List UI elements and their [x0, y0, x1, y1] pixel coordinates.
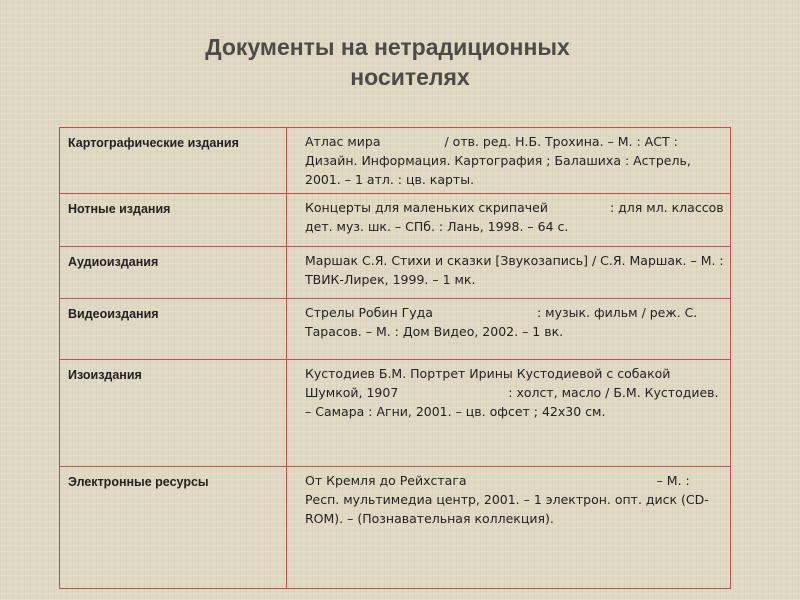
row-text-a: Концерты для маленьких скрипачей: [305, 200, 548, 215]
row-description: [287, 128, 731, 194]
slide-title: [0, 32, 800, 92]
row-label: Картографические издания: [60, 128, 287, 194]
row-text-b: – М. : Респ. мультимедиа центр, 2001. – 1 электрон. опт. диск (CD-ROM). – (Познавательная коллекция).: [305, 473, 709, 526]
row-label: Электронные ресурсы: [60, 467, 287, 589]
row-label: Изоиздания: [60, 360, 287, 467]
table-row: [60, 247, 731, 299]
documents-table: [59, 127, 731, 589]
slide-title-line-2: носителях: [350, 64, 470, 90]
row-label: Нотные издания: [60, 194, 287, 247]
row-text-a: Атлас мира: [305, 134, 381, 149]
row-description: [287, 247, 731, 299]
table-row: [60, 360, 731, 467]
row-text-a: Стрелы Робин Гуда: [305, 305, 433, 320]
row-text-b: : музык. фильм / реж. С. Тарасов. – М. : Дом Видео, 2002. – 1 вк.: [305, 305, 698, 339]
row-text-a: От Кремля до Рейхстага: [305, 473, 467, 488]
row-description: [287, 360, 731, 467]
row-label: Аудиоиздания: [60, 247, 287, 299]
row-label: Видеоиздания: [60, 299, 287, 360]
row-description: [287, 299, 731, 360]
row-description: [287, 194, 731, 247]
row-text-b: : холст, масло / Б.М. Кустодиев. – Самара : Агни, 2001. – цв. офсет ; 42х30 см.: [305, 385, 719, 419]
slide-title-line-1: Документы на нетрадиционных: [205, 34, 570, 60]
row-text-a: Кустодиев Б.М. Портрет Ирины Кустодиевой с собакой Шумкой, 1907: [305, 366, 671, 400]
row-description: [287, 467, 731, 589]
row-text-b: : для мл. классов дет. муз. шк. – СПб. : Лань, 1998. – 64 с.: [305, 200, 724, 234]
row-text-b: / отв. ред. Н.Б. Трохина. – М. : АСТ : Дизайн. Информация. Картография ; Балашиха : Астрель, 2001. – 1 атл. : цв. карты.: [305, 134, 691, 187]
table-row: [60, 467, 731, 589]
row-text-a: Маршак С.Я. Стихи и сказки [Звукозапись] / С.Я. Маршак. – М. : ТВИК-Лирек, 1999. – 1 мк.: [305, 253, 724, 287]
table-row: [60, 299, 731, 360]
table-row: [60, 128, 731, 194]
table-row: [60, 194, 731, 247]
